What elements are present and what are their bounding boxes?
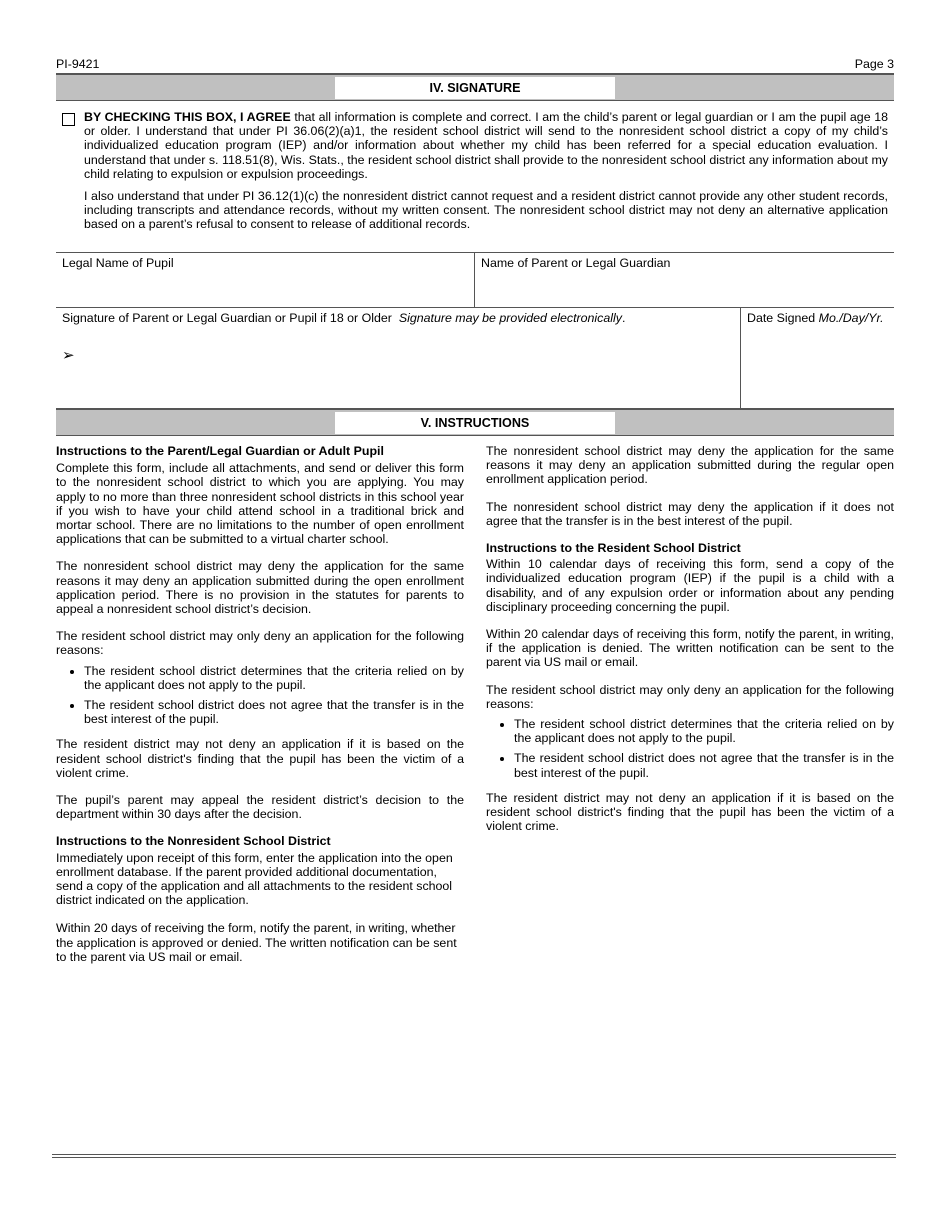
pupil-name-field[interactable] xyxy=(56,253,475,308)
parent-instructions-heading: Instructions to the Parent/Legal Guardian or Adult Pupil xyxy=(56,444,384,458)
list-item: • The resident school district determines that the criteria relied on by the applicant does not apply to the pupil. xyxy=(84,664,464,692)
page-header xyxy=(56,57,894,71)
footer-rule xyxy=(52,1154,896,1158)
date-signed-field[interactable] xyxy=(741,308,894,408)
date-format: Mo./Day/Yr. xyxy=(818,311,884,325)
section-instructions-header xyxy=(56,408,894,436)
resident-instructions-p2: Within 20 calendar days of receiving this form, notify the parent, in writing, if the application is denied. The written notification can be sent to the parent via US mail or email. xyxy=(486,627,894,670)
agreement-body: that all information is complete and correct. I am the child’s parent or legal guardian or I am the pupil age 18 or older. I understand that under PI 36.06(2)(a)1, the resident school district will send to the nonresident school district a copy of my child’s individualized education program (IEP) and/or information about whether my child has been referred for a special education evaluation. I understand that under s. 118.51(8), Wis. Stats., the resident school district shall provide to the nonresident school district any information about my child relating to expulsion or expulsion proceedings. xyxy=(84,110,888,181)
nonresident-deny-p1: The nonresident school district may deny the application for the same reasons it may deny an application submitted during the regular open enrollment application period. xyxy=(486,444,894,487)
guardian-name-label: Name of Parent or Legal Guardian xyxy=(481,256,671,270)
agreement-bold: BY CHECKING THIS BOX, I AGREE xyxy=(84,110,291,124)
parent-instructions-p1: Complete this form, include all attachments, and send or deliver this form to the nonresident school district to which you are applying. You may apply to no more than three nonresident school districts in this school year if you wish to have your child attend school in a traditional brick and mortar school. There are no limitations to the number of open enrollment applications that can be submitted to a virtual charter school. xyxy=(56,461,464,547)
instructions-left-column xyxy=(56,444,464,964)
parent-instructions-p4: The resident district may not deny an application if it is based on the resident school district's finding that the pupil has been the victim of a violent crime. xyxy=(56,737,464,780)
signature-note-end: . xyxy=(621,311,626,325)
form-id: PI-9421 xyxy=(56,57,100,71)
list-item: • The resident school district does not agree that the transfer is in the best interest of the pupil. xyxy=(84,698,464,726)
guardian-name-field[interactable] xyxy=(475,253,894,308)
nonresident-instructions-p1: Immediately upon receipt of this form, enter the application into the open enrollment database. If the parent provided additional documentation, send a copy of the application and all attachments to the resident school district indicated on the application. xyxy=(56,850,453,908)
parent-deny-reasons xyxy=(56,664,464,727)
list-item: • The resident school district does not agree that the transfer is in the best interest of the pupil. xyxy=(514,751,894,779)
agree-checkbox[interactable] xyxy=(62,113,75,126)
nonresident-instructions-p2: Within 20 days of receiving the form, notify the parent, in writing, whether the application is approved or denied. The written notification can be sent to the parent via US mail or email. xyxy=(56,921,457,964)
arrow-icon: ➢ xyxy=(62,347,75,364)
section-signature-title: IV. SIGNATURE xyxy=(335,77,615,99)
pupil-name-label: Legal Name of Pupil xyxy=(62,256,174,270)
signature-fields xyxy=(56,252,894,408)
parent-instructions-p3: The resident school district may only deny an application for the following reasons: xyxy=(56,629,464,658)
date-signed-label xyxy=(747,311,884,325)
date-label-text: Date Signed xyxy=(747,311,819,325)
page-number: Page 3 xyxy=(854,57,894,71)
list-item: • The resident school district determines that the criteria relied on by the applicant does not apply to the pupil. xyxy=(514,717,894,745)
parent-instructions-p5: The pupil’s parent may appeal the resident district’s decision to the department within 30 days after the decision. xyxy=(56,793,464,822)
resident-instructions-p1: Within 10 calendar days of receiving this form, send a copy of the individualized education program (IEP) if the pupil is a child with a disability, and of any expulsion order or information about any pending disciplinary proceeding concerning the pupil. xyxy=(486,557,894,614)
resident-deny-reasons xyxy=(486,717,894,780)
section-signature-header xyxy=(56,73,894,101)
instructions-right-column xyxy=(486,444,894,833)
agreement-text xyxy=(84,110,888,181)
signature-field[interactable] xyxy=(56,308,741,408)
resident-instructions-p4: The resident district may not deny an application if it is based on the resident school district's finding that the pupil has been the victim of a violent crime. xyxy=(486,790,894,834)
signature-label-text: Signature of Parent or Legal Guardian or Pupil if 18 or Older xyxy=(62,311,392,325)
nonresident-instructions-heading: Instructions to the Nonresident School District xyxy=(56,834,331,849)
resident-instructions-heading: Instructions to the Resident School District xyxy=(486,541,741,556)
nonresident-deny-p2: The nonresident school district may deny the application if it does not agree that the transfer is in the best interest of the pupil. xyxy=(486,499,894,528)
signature-note: Signature may be provided electronically xyxy=(398,311,622,325)
resident-instructions-p3: The resident school district may only deny an application for the following reasons: xyxy=(486,682,894,711)
consent-text: I also understand that under PI 36.12(1)(c) the nonresident district cannot request and a resident district cannot provide any other student records, including transcripts and attendance records, without my written consent. The nonresident school district may not deny an alternative application based on a parent’s refusal to consent to release of additional records. xyxy=(84,189,888,232)
signature-label xyxy=(62,311,625,325)
parent-instructions-p2: The nonresident school district may deny the application for the same reasons it may deny an application submitted during the open enrollment application period. There is no provision in the statutes for parents to appeal a nonresident school district’s decision. xyxy=(56,559,464,617)
section-instructions-title: V. INSTRUCTIONS xyxy=(335,412,615,434)
